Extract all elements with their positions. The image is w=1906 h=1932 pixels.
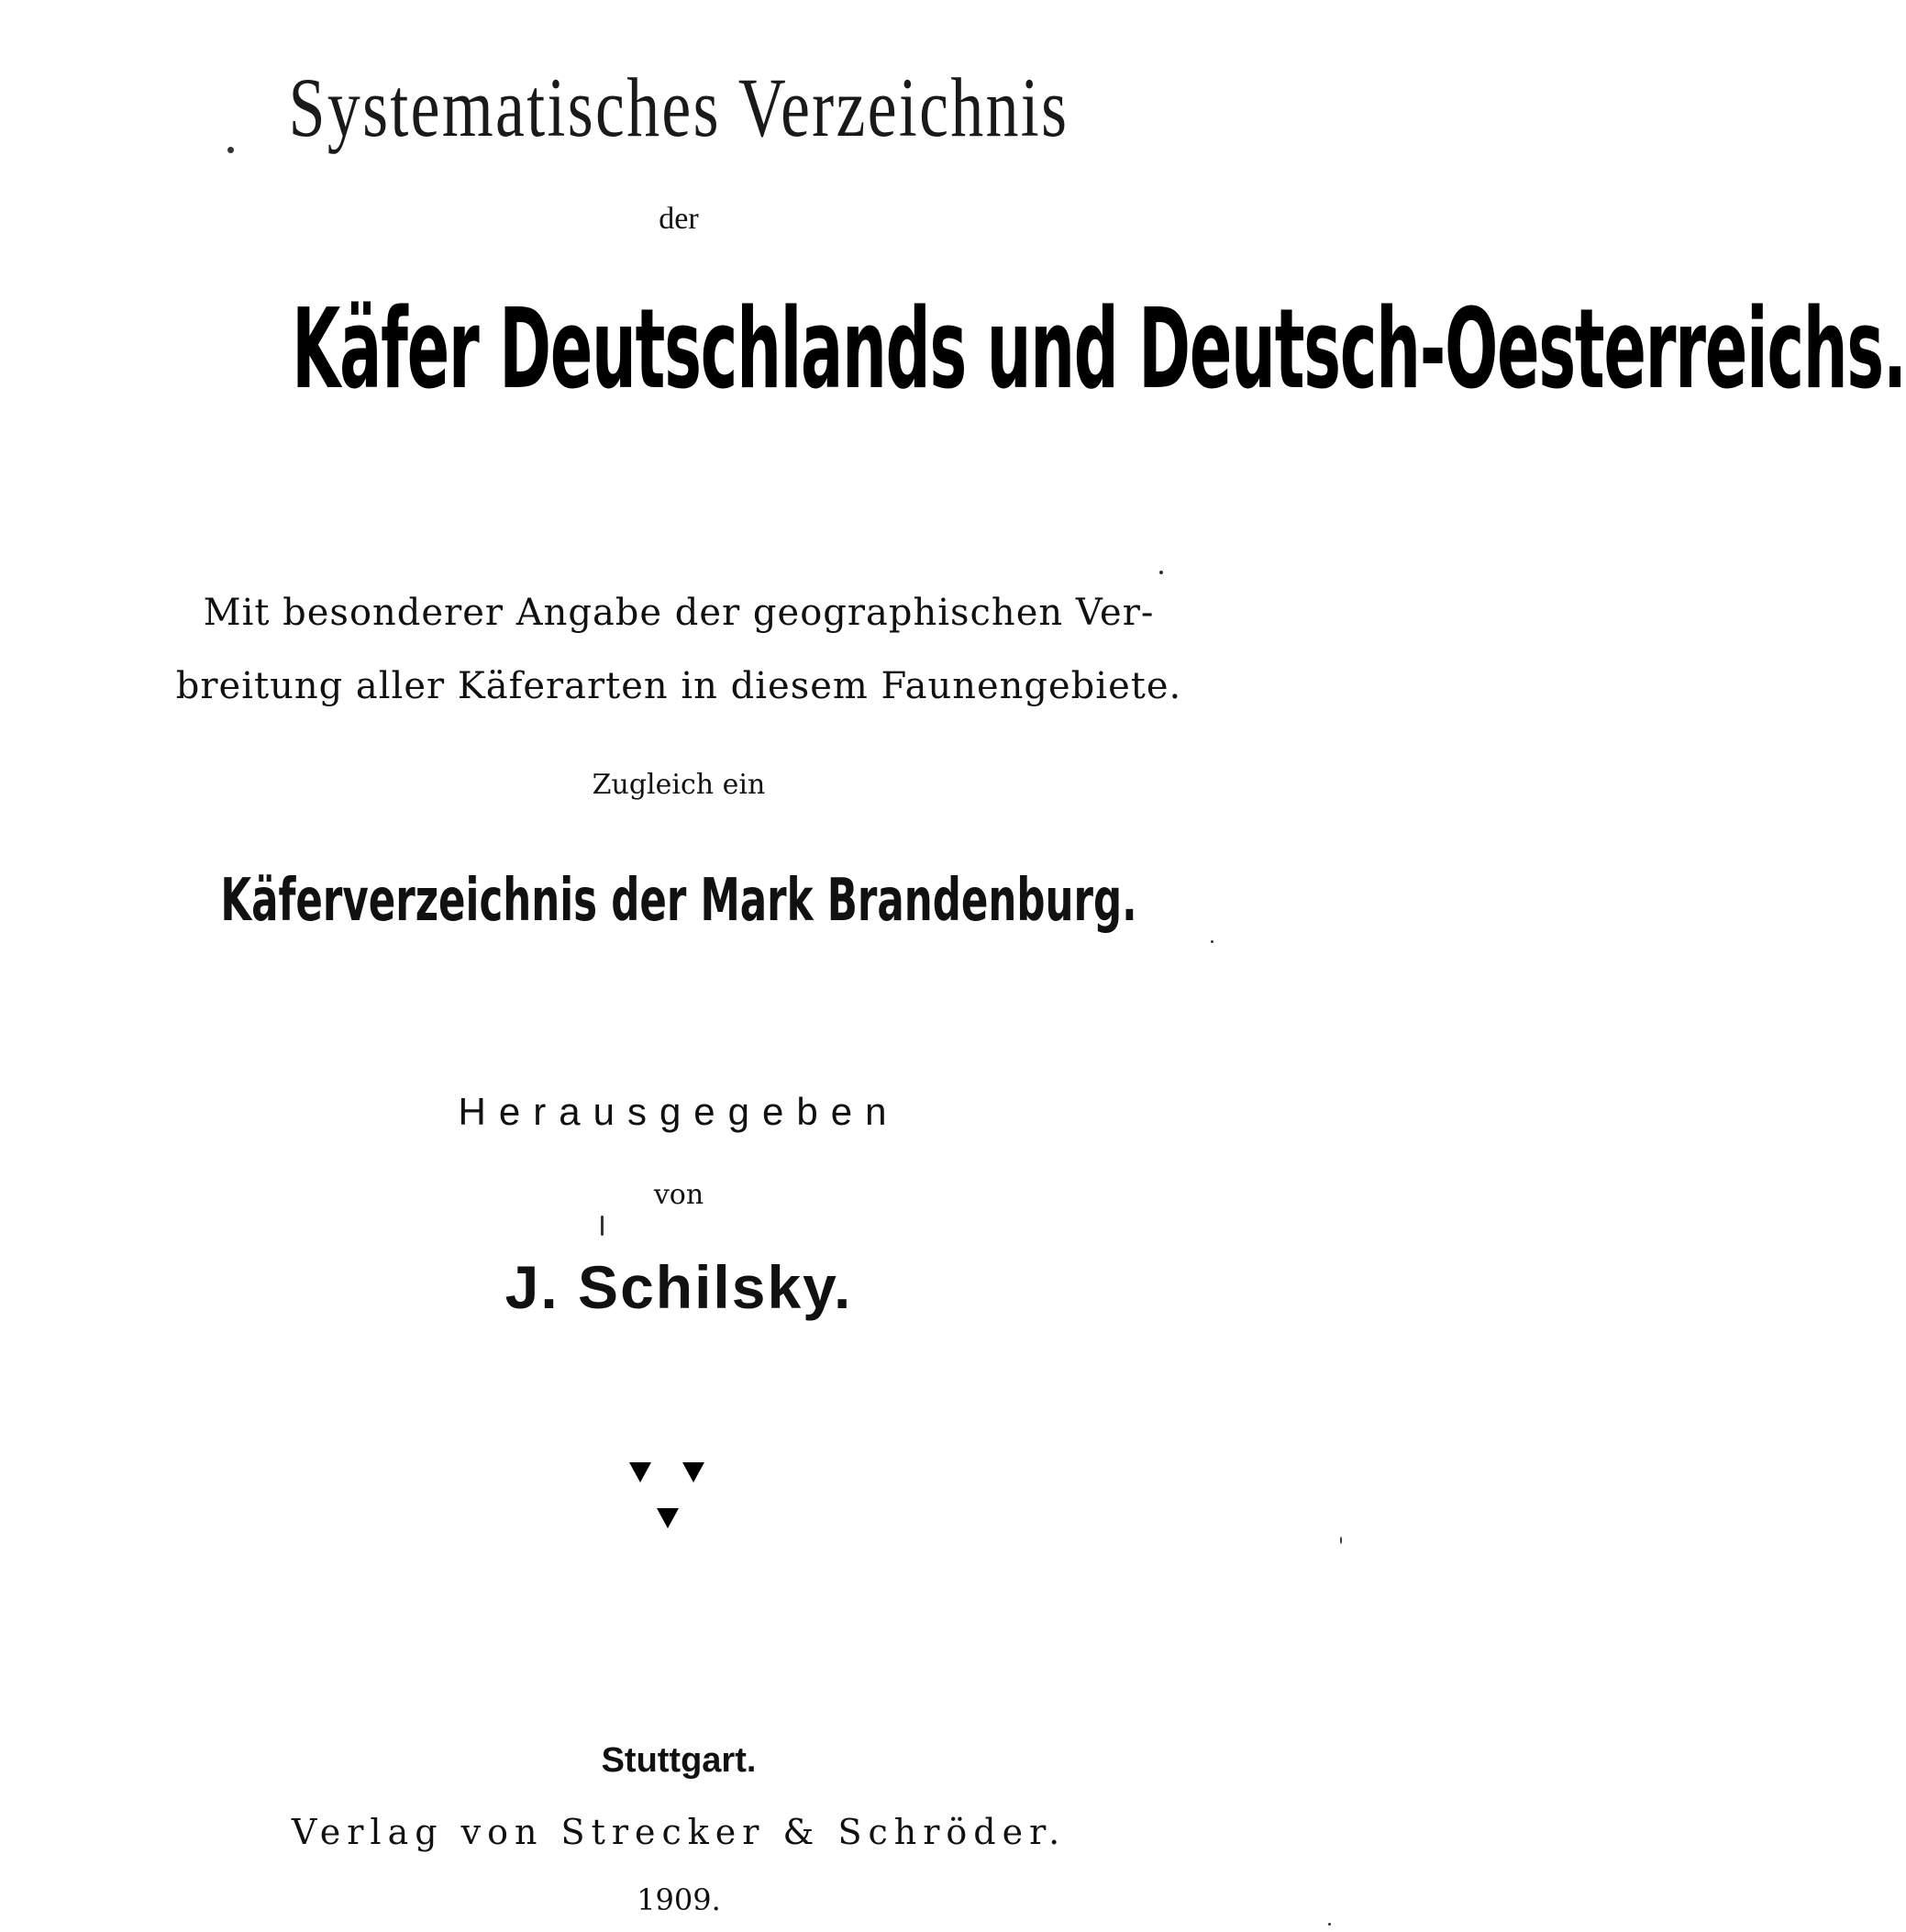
three-triangles-ornament-icon [0,1459,1357,1541]
ornament-triangle-left [629,1462,651,1482]
edited-line: Herausgegeben [458,1090,900,1133]
subtitle-line-1: Mit besonderer Angabe der geographischen Ver- [203,592,1155,634]
scan-speck [1340,1537,1342,1544]
main-title: Käfer Deutschlands und Deutsch-Oesterreichs. [292,286,1906,414]
scan-speck [1211,940,1213,943]
publication-place: Stuttgart. [601,1741,757,1780]
publisher: Verlag von Strecker & Schröder. [291,1812,1067,1852]
scan-speck [1328,1923,1331,1926]
connector-der: der [659,202,699,236]
scan-speck [227,147,234,153]
title-line: Systematisches Verzeichnis [288,61,1069,154]
author-name: J. Schilsky. [504,1253,853,1321]
secondary-title: Käferverzeichnis der Mark Brandenburg. [220,867,1137,935]
ornament-triangle-bottom [657,1508,679,1528]
by-line: von [653,1179,704,1211]
scan-speck [601,1216,604,1236]
ornament-triangle-right [682,1462,704,1482]
publication-year: 1909. [637,1882,721,1917]
subtitle-line-2: breitung aller Käferarten in diesem Faunengebiete. [175,665,1182,707]
also-line: Zugleich ein [592,769,766,801]
scan-speck [1159,571,1163,574]
